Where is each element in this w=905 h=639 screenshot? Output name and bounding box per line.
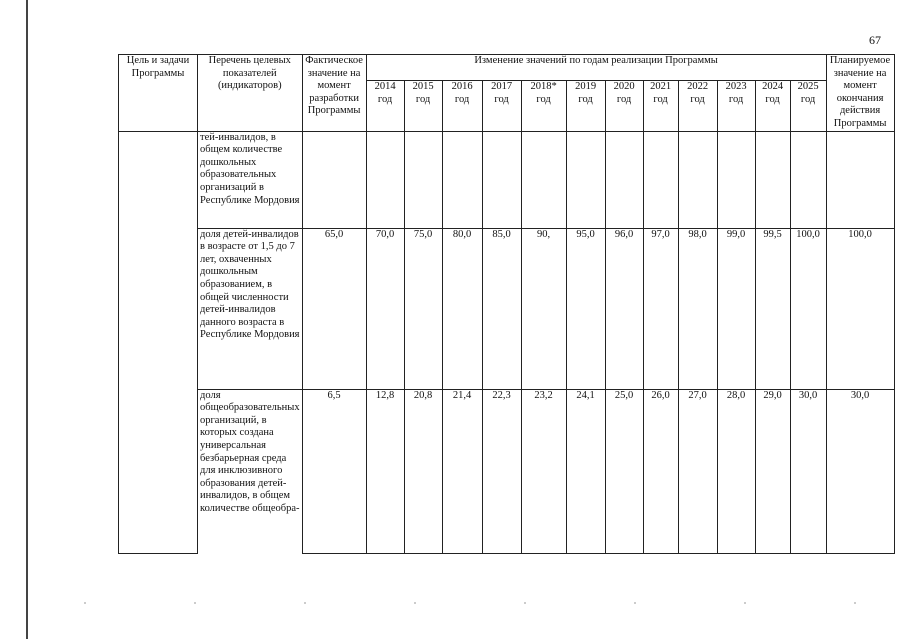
year-value-cell bbox=[566, 131, 605, 228]
table-row bbox=[119, 389, 895, 553]
year-value-cell: 98,0 bbox=[678, 228, 717, 389]
year-value-cell: 90, bbox=[521, 228, 566, 389]
table-row bbox=[119, 228, 895, 389]
year-value-cell: 23,2 bbox=[521, 389, 566, 553]
year-value-cell: 30,0 bbox=[790, 389, 826, 553]
year-value-cell bbox=[717, 131, 755, 228]
scan-speckle-line bbox=[30, 602, 890, 604]
header-year: 2021 год bbox=[643, 81, 678, 131]
year-value-cell bbox=[404, 131, 442, 228]
year-value-cell: 28,0 bbox=[717, 389, 755, 553]
year-value-cell: 20,8 bbox=[404, 389, 442, 553]
year-value-cell: 29,0 bbox=[755, 389, 790, 553]
header-year: 2015 год bbox=[404, 81, 442, 131]
year-value-cell bbox=[442, 131, 482, 228]
binding-margin-line bbox=[26, 0, 28, 639]
header-indicators: Перечень целевых показателей (индикаторов) bbox=[198, 55, 303, 132]
planned-value-cell: 100,0 bbox=[826, 228, 894, 389]
year-value-cell: 24,1 bbox=[566, 389, 605, 553]
actual-value-cell: 6,5 bbox=[302, 389, 366, 553]
header-year: 2014 год bbox=[366, 81, 404, 131]
year-value-cell bbox=[678, 131, 717, 228]
header-year: 2024 год bbox=[755, 81, 790, 131]
year-value-cell: 100,0 bbox=[790, 228, 826, 389]
actual-value-cell: 65,0 bbox=[302, 228, 366, 389]
header-goal: Цель и задачи Программы bbox=[119, 55, 198, 132]
indicator-cell: доля детей-инвалидов в возрасте от 1,5 до 7 лет, охваченных дошкольным образованием, в общей численности детей-инвалидов данного возраста в Республике Мордовия bbox=[198, 228, 303, 389]
header-year: 2020 год bbox=[605, 81, 643, 131]
header-year: 2025 год bbox=[790, 81, 826, 131]
year-value-cell: 99,5 bbox=[755, 228, 790, 389]
header-year: 2016 год bbox=[442, 81, 482, 131]
header-planned: Планируемое значение на момент окончания действия Программы bbox=[826, 55, 894, 132]
year-value-cell: 99,0 bbox=[717, 228, 755, 389]
year-value-cell: 97,0 bbox=[643, 228, 678, 389]
header-year: 2017 год bbox=[482, 81, 521, 131]
actual-value-cell bbox=[302, 131, 366, 228]
planned-value-cell: 30,0 bbox=[826, 389, 894, 553]
table-row bbox=[119, 131, 895, 228]
indicator-cell: тей-инвалидов, в общем количестве дошкольных образовательных организаций в Республике Мордовия bbox=[198, 131, 303, 228]
header-year: 2023 год bbox=[717, 81, 755, 131]
header-year: 2019 год bbox=[566, 81, 605, 131]
header-row-main bbox=[119, 55, 895, 81]
year-value-cell: 12,8 bbox=[366, 389, 404, 553]
header-changes: Изменение значений по годам реализации Программы bbox=[366, 55, 826, 81]
year-value-cell: 95,0 bbox=[566, 228, 605, 389]
year-value-cell bbox=[482, 131, 521, 228]
planned-value-cell bbox=[826, 131, 894, 228]
year-value-cell: 26,0 bbox=[643, 389, 678, 553]
year-value-cell bbox=[366, 131, 404, 228]
header-year: 2022 год bbox=[678, 81, 717, 131]
year-value-cell bbox=[790, 131, 826, 228]
year-value-cell: 75,0 bbox=[404, 228, 442, 389]
year-value-cell bbox=[605, 131, 643, 228]
year-value-cell: 27,0 bbox=[678, 389, 717, 553]
program-indicators-table bbox=[118, 54, 895, 554]
year-value-cell bbox=[521, 131, 566, 228]
year-value-cell: 85,0 bbox=[482, 228, 521, 389]
header-actual: Фактическое значение на момент разработки Программы bbox=[302, 55, 366, 132]
year-value-cell bbox=[643, 131, 678, 228]
year-value-cell: 70,0 bbox=[366, 228, 404, 389]
header-year: 2018* год bbox=[521, 81, 566, 131]
year-value-cell bbox=[755, 131, 790, 228]
year-value-cell: 96,0 bbox=[605, 228, 643, 389]
year-value-cell: 80,0 bbox=[442, 228, 482, 389]
goal-cell bbox=[119, 131, 198, 553]
year-value-cell: 22,3 bbox=[482, 389, 521, 553]
page-number: 67 bbox=[869, 33, 881, 47]
indicator-cell: доля общеобразовательных организаций, в которых создана универсальная безбарьерная среда для инклюзивного образования детей-инвалидов, в общем количестве общеобра- bbox=[198, 389, 303, 553]
year-value-cell: 21,4 bbox=[442, 389, 482, 553]
year-value-cell: 25,0 bbox=[605, 389, 643, 553]
